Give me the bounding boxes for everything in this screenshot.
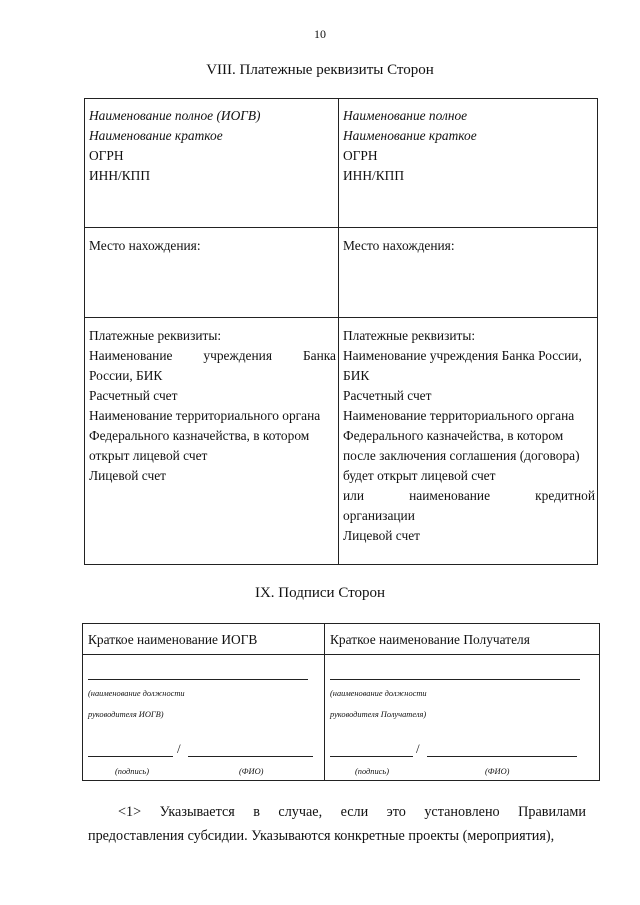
left-payment-title: Платежные реквизиты:: [89, 328, 222, 343]
payment-details-table: [84, 98, 598, 565]
right-slash: /: [416, 741, 420, 756]
left-account: Расчетный счет: [89, 388, 178, 403]
footnote-line-2: предоставления субсидии. Указываются конкретные проекты (мероприятия),: [88, 828, 555, 844]
section-9-title: IX. Подписи Сторон: [254, 585, 386, 601]
right-ogrn: ОГРН: [343, 148, 378, 163]
left-ogrn: ОГРН: [89, 148, 124, 163]
left-slash: /: [177, 741, 181, 756]
left-fio-caption: (ФИО): [239, 767, 264, 776]
page-number: 10: [314, 27, 326, 41]
right-payment-cell: [339, 318, 598, 565]
right-or-word-3: кредитной: [535, 488, 595, 503]
right-treasury-line3: после заключения соглашения (договора): [343, 448, 580, 463]
left-bank-line1: [89, 346, 336, 366]
footnote-word-7: Правилами: [518, 804, 586, 820]
right-treasury-line1: Наименование территориального органа: [343, 408, 575, 423]
right-or-word-2: наименование: [409, 488, 491, 503]
right-position-caption-1: (наименование должности: [330, 689, 427, 698]
left-personal-account: Лицевой счет: [89, 468, 167, 483]
left-signature-header: Краткое наименование ИОГВ: [88, 632, 258, 647]
left-fio-line: [188, 756, 313, 757]
right-org-line: организации: [343, 508, 415, 523]
left-bank-word-3: Банка: [302, 348, 336, 363]
left-position-caption-1: (наименование должности: [88, 689, 185, 698]
signatures-table: [82, 623, 600, 781]
right-signature-caption: (подпись): [355, 767, 389, 776]
right-inn-kpp: ИНН/КПП: [343, 168, 405, 183]
left-treasury-line2: Федерального казначейства, в котором: [89, 428, 310, 443]
footnote-word-3: случае,: [278, 804, 323, 820]
right-treasury-line2: Федерального казначейства, в котором: [343, 428, 564, 443]
right-party-names-cell: [339, 99, 598, 228]
left-bank-word-2: учреждения: [203, 348, 272, 363]
right-or-word-1: или: [343, 488, 365, 503]
left-location: Место нахождения:: [89, 238, 201, 253]
left-bank-word-1: Наименование: [89, 348, 173, 363]
right-or-line: [343, 486, 595, 506]
left-name-full: Наименование полное (ИОГВ): [89, 108, 261, 123]
left-signature-caption: (подпись): [115, 767, 149, 776]
right-fio-caption: (ФИО): [485, 767, 510, 776]
right-signature-cell: [325, 655, 600, 781]
footnote-word-4: если: [340, 804, 369, 820]
right-personal-account: Лицевой счет: [343, 528, 421, 543]
right-position-line: [330, 679, 580, 680]
left-payment-cell: [85, 318, 339, 565]
footnote-word-1: Указывается: [159, 804, 235, 820]
footnote-marker: <1>: [118, 804, 142, 820]
left-inn-kpp: ИНН/КПП: [89, 168, 151, 183]
right-signature-line: [330, 756, 413, 757]
left-treasury-line3: открыт лицевой счет: [89, 448, 208, 463]
right-payment-title: Платежные реквизиты:: [343, 328, 476, 343]
right-name-full: Наименование полное: [343, 108, 468, 123]
left-party-names-cell: [85, 99, 339, 228]
footnote-word-5: это: [386, 804, 406, 820]
right-position-caption-2: руководителя Получателя): [330, 710, 427, 719]
footnote-word-6: установлено: [424, 804, 500, 820]
right-treasury-line4: будет открыт лицевой счет: [343, 468, 496, 483]
right-location-cell: [339, 228, 598, 318]
right-signature-header: Краткое наименование Получателя: [330, 632, 530, 647]
left-location-cell: [85, 228, 339, 318]
left-treasury-line1: Наименование территориального органа: [89, 408, 321, 423]
footnote-line-1: [118, 800, 586, 824]
right-location: Место нахождения:: [343, 238, 455, 253]
right-bank-line2: БИК: [343, 368, 370, 383]
left-name-short: Наименование краткое: [89, 128, 223, 143]
right-fio-line: [427, 756, 577, 757]
section-8-title: VIII. Платежные реквизиты Сторон: [206, 62, 434, 78]
footnote-word-2: в: [253, 804, 260, 820]
left-signature-header-cell: [83, 624, 325, 655]
right-signature-header-cell: [325, 624, 600, 655]
left-signature-line: [88, 756, 173, 757]
left-signature-cell: [83, 655, 325, 781]
right-account: Расчетный счет: [343, 388, 432, 403]
left-bank-line2: России, БИК: [89, 368, 163, 383]
right-bank-line1: Наименование учреждения Банка России,: [343, 348, 582, 363]
left-position-line: [88, 679, 308, 680]
left-position-caption-2: руководителя ИОГВ): [88, 710, 164, 719]
right-name-short: Наименование краткое: [343, 128, 477, 143]
